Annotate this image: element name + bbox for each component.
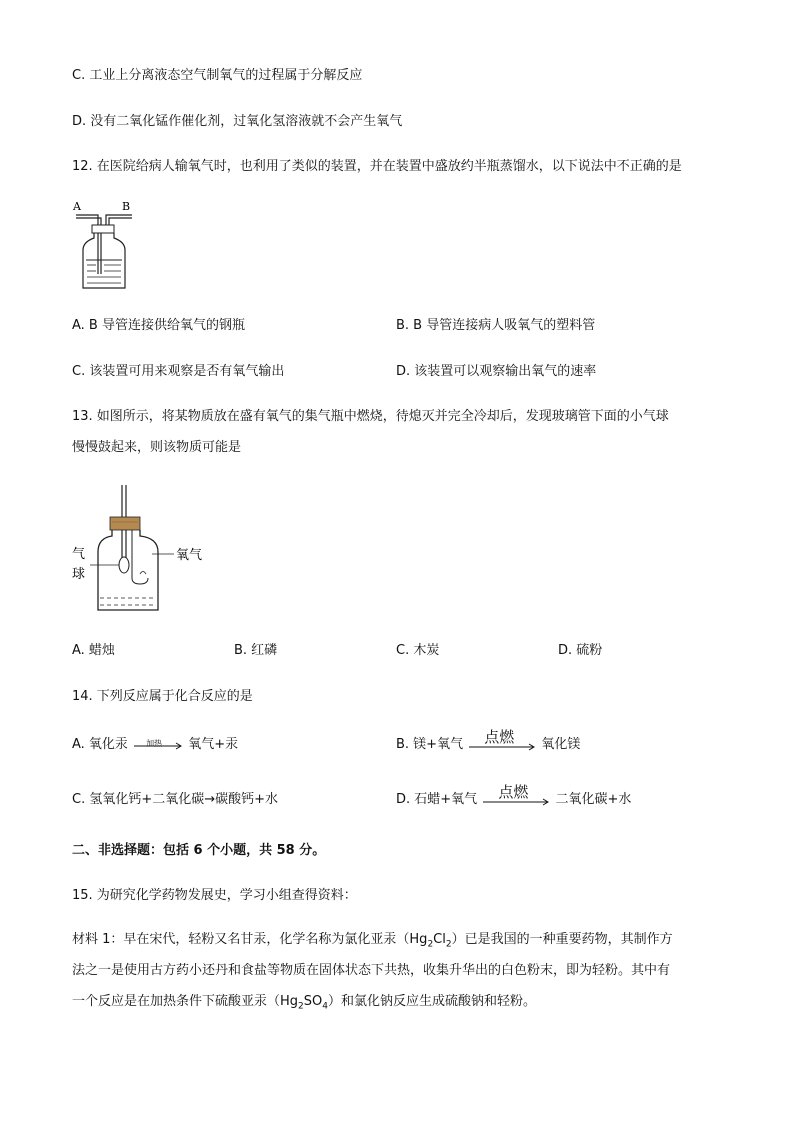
material-1-text-c: ）已是我国的一种重要药物，其制作方	[451, 932, 673, 947]
option-b-q14	[396, 728, 581, 754]
option-b-left: B. 镁+氧气	[396, 737, 464, 752]
option-a-right: 氧气+汞	[188, 737, 239, 752]
question-15: 15. 为研究化学药物发展史，学习小组查得资料：	[72, 888, 357, 903]
arrow-ignite	[467, 728, 537, 754]
material-1-text-b: Cl	[433, 932, 446, 947]
condition-ignite: 点燃	[498, 783, 529, 801]
subscript: 2	[445, 939, 452, 950]
condition-ignite: 点燃	[484, 728, 515, 746]
material-1-text-a: 材料 1：早在宋代，轻粉又名甘汞，化学名称为氯化亚汞（Hg	[72, 932, 428, 947]
question-12: 12. 在医院给病人输氧气时，也利用了类似的装置，并在装置中盛放约半瓶蒸馏水，以下说法中不正确的是	[72, 159, 682, 174]
gas-washing-bottle-figure	[70, 198, 140, 290]
option-b-right: 氧化镁	[541, 737, 581, 752]
label-balloon-2: 球	[72, 567, 86, 582]
material-1-text-f: ）和氯化钠反应生成硫酸钠和轻粉。	[327, 994, 536, 1009]
option-a-q13: A. 蜡烛	[72, 643, 115, 658]
material-1-line2: 法之一是使用古方药小还丹和食盐等物质在固体状态下共热，收集升华出的白色粉末，即为轻粉。其中有	[72, 963, 671, 978]
material-1-line1	[72, 931, 673, 954]
option-d-q14	[396, 783, 632, 809]
option-d-q12: D. 该装置可以观察输出氧气的速率	[396, 364, 597, 379]
material-1-line3	[72, 993, 536, 1016]
label-oxygen: 氧气	[176, 548, 203, 563]
subscript: 2	[427, 939, 434, 950]
question-13-line2: 慢慢鼓起来，则该物质可能是	[72, 440, 242, 455]
option-b-q12: B. B 导管连接病人吸氧气的塑料管	[396, 318, 596, 333]
label-b: B	[122, 200, 131, 213]
option-c-q14: C. 氢氧化钙+二氧化碳→碳酸钙+水	[72, 792, 279, 807]
option-a-left: A. 氧化汞	[72, 737, 128, 752]
question-14: 14. 下列反应属于化合反应的是	[72, 689, 253, 704]
subscript: 2	[298, 1001, 304, 1012]
option-c-q13: C. 木炭	[396, 643, 440, 658]
gas-jar-balloon-figure	[70, 480, 220, 615]
arrow-heat	[132, 736, 184, 754]
question-13-line1: 13. 如图所示，将某物质放在盛有氧气的集气瓶中燃烧，待熄灭并完全冷却后，发现玻璃管下面的小气球	[72, 409, 669, 424]
arrow-icon	[481, 791, 551, 811]
option-d-q13: D. 硫粉	[558, 643, 603, 658]
option-a-q14	[72, 736, 238, 754]
section-2-heading: 二、非选择题：包括 6 个小题，共 58 分。	[72, 843, 326, 858]
option-b-q13: B. 红磷	[234, 643, 278, 658]
arrow-ignite	[481, 783, 551, 809]
subscript: 4	[322, 1001, 328, 1012]
material-1-text-e: SO	[303, 994, 323, 1009]
option-d-right: 二氧化碳+水	[555, 792, 632, 807]
arrow-icon	[132, 736, 184, 754]
option-c-q12: C. 该装置可用来观察是否有氧气输出	[72, 364, 285, 379]
material-1-text-d: 一个反应是在加热条件下硫酸亚汞（Hg	[72, 994, 299, 1009]
option-d-left: D. 石蜡+氧气	[396, 792, 478, 807]
option-d-q11: D. 没有二氧化锰作催化剂，过氧化氢溶液就不会产生氧气	[72, 114, 403, 129]
label-a: A	[73, 200, 81, 213]
arrow-icon	[467, 736, 537, 756]
condition-heat: 加热	[146, 739, 163, 748]
option-a-q12: A. B 导管连接供给氧气的钢瓶	[72, 318, 245, 333]
label-balloon-1: 气	[72, 547, 86, 562]
option-c-q11: C. 工业上分离液态空气制氧气的过程属于分解反应	[72, 68, 363, 83]
